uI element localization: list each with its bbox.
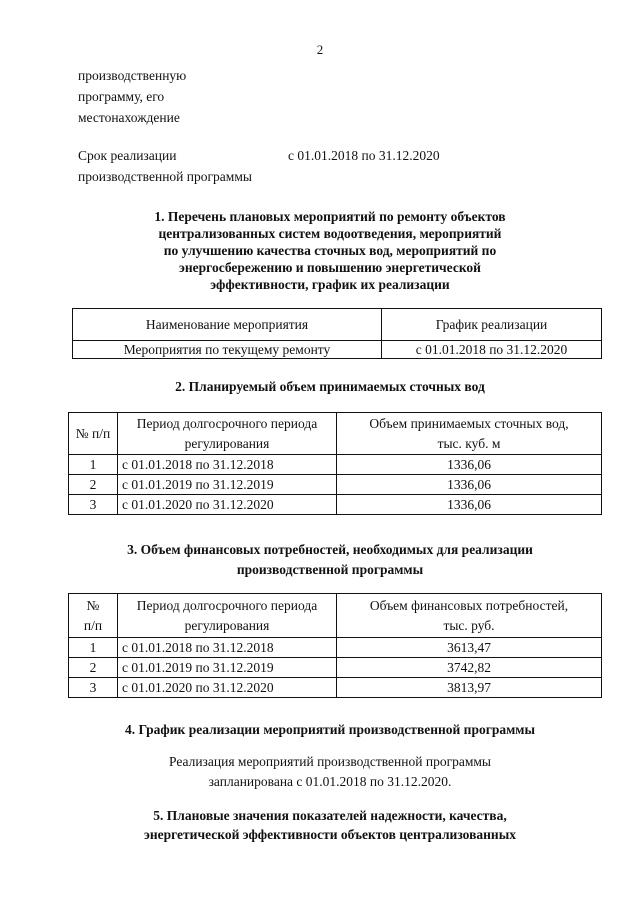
- table-row: [69, 495, 602, 515]
- intro-line-1: производственную: [78, 68, 187, 83]
- header-line: Период долгосрочного периода: [136, 415, 318, 431]
- header-line: №: [86, 597, 100, 613]
- section1-title-line: по улучшению качества сточных вод, мероприятий по: [163, 243, 497, 258]
- table-row: [69, 638, 602, 658]
- header-cell: [118, 413, 337, 455]
- section3-title: [60, 540, 600, 580]
- section1-title-line: энергосбережению и повышению энергетической: [179, 260, 481, 275]
- header-cell: [337, 413, 602, 455]
- page-number: 2: [316, 42, 324, 57]
- header-line: тыс. руб.: [443, 617, 495, 633]
- table-cell: 3613,47: [337, 638, 602, 658]
- table-header-row: [73, 309, 602, 341]
- table-row: [73, 341, 602, 359]
- section1-title: [60, 208, 600, 293]
- table-cell: 1: [69, 455, 118, 475]
- header-cell: [118, 594, 337, 638]
- section1-title-line: эффективности, график их реализации: [210, 277, 450, 292]
- table-cell: с 01.01.2020 по 31.12.2020: [118, 495, 337, 515]
- table-cell: 3: [69, 495, 118, 515]
- header-line: п/п: [83, 617, 103, 633]
- section1-title-line: 1. Перечень плановых мероприятий по ремонту объектов: [154, 209, 506, 224]
- section3-title-line: производственной программы: [236, 562, 424, 577]
- header-line: Период долгосрочного периода: [136, 597, 318, 613]
- table-cell: 3: [69, 678, 118, 698]
- section4-text-line: запланирована с 01.01.2018 по 31.12.2020.: [208, 774, 452, 789]
- section5-title-line: энергетической эффективности объектов централизованных: [143, 827, 516, 842]
- table-cell: 2: [69, 475, 118, 495]
- measures-table: [72, 308, 602, 359]
- table-cell: 1336,06: [337, 495, 602, 515]
- intro-line-3: местонахождение: [78, 110, 180, 125]
- section4-text: [60, 752, 600, 792]
- table-cell: с 01.01.2018 по 31.12.2018: [118, 455, 337, 475]
- table-cell: с 01.01.2019 по 31.12.2019: [118, 475, 337, 495]
- header-cell: № п/п: [69, 413, 118, 455]
- table-cell: 2: [69, 658, 118, 678]
- term-value: с 01.01.2018 по 31.12.2020: [288, 148, 440, 163]
- table-header-row: [69, 594, 602, 638]
- term-label-line-1: Срок реализации: [78, 148, 177, 163]
- table-row: [69, 678, 602, 698]
- header-line: регулирования: [184, 435, 270, 451]
- header-line: тыс. куб. м: [437, 435, 501, 451]
- header-line: регулирования: [184, 617, 270, 633]
- table-header-row: [69, 413, 602, 455]
- intro-line-2: программу, его: [78, 89, 165, 104]
- table-cell: 1: [69, 638, 118, 658]
- section5-title: [60, 806, 600, 844]
- financial-needs-table: [68, 593, 602, 698]
- table-row: [69, 658, 602, 678]
- section5-title-line: 5. Плановые значения показателей надежности, качества,: [153, 808, 507, 823]
- header-line: Объем принимаемых сточных вод,: [369, 415, 569, 431]
- table-cell: с 01.01.2018 по 31.12.2018: [118, 638, 337, 658]
- table-cell: с 01.01.2019 по 31.12.2019: [118, 658, 337, 678]
- table-row: [69, 455, 602, 475]
- table-cell: 3742,82: [337, 658, 602, 678]
- term-label-line-2: производственной программы: [78, 169, 252, 184]
- table-cell: 1336,06: [337, 475, 602, 495]
- section2-title: 2. Планируемый объем принимаемых сточных вод: [175, 379, 485, 394]
- header-line: Объем финансовых потребностей,: [369, 597, 569, 613]
- header-cell: График реализации: [382, 309, 602, 341]
- table-cell: с 01.01.2020 по 31.12.2020: [118, 678, 337, 698]
- section4-text-line: Реализация мероприятий производственной программы: [168, 754, 492, 769]
- wastewater-volume-table: [68, 412, 602, 515]
- header-cell: [337, 594, 602, 638]
- table-cell: 1336,06: [337, 455, 602, 475]
- header-cell: Наименование мероприятия: [73, 309, 382, 341]
- header-cell: [69, 594, 118, 638]
- section4-title: 4. График реализации мероприятий производственной программы: [124, 722, 536, 737]
- table-cell: Мероприятия по текущему ремонту: [73, 341, 382, 359]
- section3-title-line: 3. Объем финансовых потребностей, необходимых для реализации: [127, 542, 533, 557]
- table-cell: 3813,97: [337, 678, 602, 698]
- table-cell: с 01.01.2018 по 31.12.2020: [382, 341, 602, 359]
- table-row: [69, 475, 602, 495]
- section1-title-line: централизованных систем водоотведения, мероприятий: [158, 226, 502, 241]
